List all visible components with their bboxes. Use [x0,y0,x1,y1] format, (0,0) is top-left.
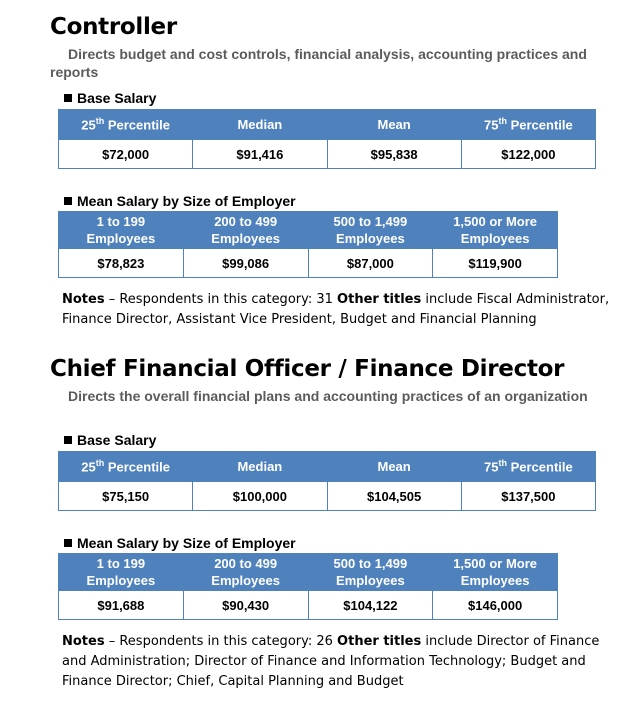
header-size-2: 200 to 499 Employees [183,554,308,591]
cell-size-2: $99,086 [183,249,308,278]
black-square-bullet-icon [64,539,72,547]
cell-mean: $104,505 [327,482,461,511]
cell-size-1: $78,823 [59,249,184,278]
header-size-3: 500 to 1,499 Employees [308,554,433,591]
table-header-row [59,110,596,140]
header-mean: Mean [327,452,461,482]
header-size-1: 1 to 199 Employees [59,554,184,591]
base-salary-label [64,89,156,107]
mean-salary-table [58,553,558,620]
notes-label: Notes [62,634,105,649]
cell-25th-percentile: $75,150 [59,482,193,511]
table-row [59,591,558,620]
other-titles-text: include Fiscal Administrator, Finance Director, Assistant Vice President, Budget and Financial Planning [62,292,610,327]
table-row [59,140,596,169]
header-25th-percentile: 25th Percentile [59,452,193,482]
cell-size-2: $90,430 [183,591,308,620]
cell-size-4: $146,000 [433,591,558,620]
cell-median: $91,416 [193,140,327,169]
other-titles-label: Other titles [337,292,422,307]
section-title: Chief Financial Officer / Finance Director [50,356,565,382]
header-size-4: 1,500 or More Employees [433,212,558,249]
mean-salary-table [58,211,558,278]
notes-label: Notes [62,292,105,307]
cell-size-3: $104,122 [308,591,433,620]
mean-salary-label-text: Mean Salary by Size of Employer [77,193,296,209]
black-square-bullet-icon [64,197,72,205]
header-size-4: 1,500 or More Employees [433,554,558,591]
other-titles-text: include Director of Finance and Administration; Director of Finance and Information Technology; Budget and Finance Director; Chief, Capital Planning and Budget [62,634,600,689]
mean-salary-label-text: Mean Salary by Size of Employer [77,535,296,551]
respondents-text: – Respondents in this category: 31 [104,292,338,307]
base-salary-label-text: Base Salary [77,90,157,106]
cell-75th-percentile: $137,500 [461,482,595,511]
cell-25th-percentile: $72,000 [59,140,193,169]
header-75th-percentile: 75th Percentile [461,110,595,140]
cell-size-3: $87,000 [308,249,433,278]
base-salary-label [64,431,156,449]
cell-size-1: $91,688 [59,591,184,620]
black-square-bullet-icon [64,94,72,102]
section-description: Directs the overall financial plans and accounting practices of an organization [68,388,588,404]
header-median: Median [193,452,327,482]
cell-75th-percentile: $122,000 [461,140,595,169]
mean-salary-label [64,192,296,210]
table-header-row [59,452,596,482]
notes-paragraph [62,632,622,692]
base-salary-label-text: Base Salary [77,432,157,448]
section-title: Controller [50,14,177,40]
cell-size-4: $119,900 [433,249,558,278]
base-salary-table [58,451,596,511]
other-titles-label: Other titles [337,634,422,649]
section-description: Directs budget and cost controls, financial analysis, accounting practices and reports [50,46,587,80]
header-size-1: 1 to 199 Employees [59,212,184,249]
header-25th-percentile: 25th Percentile [59,110,193,140]
table-row [59,249,558,278]
header-mean: Mean [327,110,461,140]
base-salary-table [58,109,596,169]
header-75th-percentile: 75th Percentile [461,452,595,482]
cell-mean: $95,838 [327,140,461,169]
notes-paragraph [62,290,622,330]
table-header-row [59,212,558,249]
cell-median: $100,000 [193,482,327,511]
mean-salary-label [64,534,296,552]
header-size-3: 500 to 1,499 Employees [308,212,433,249]
table-header-row [59,554,558,591]
table-row [59,482,596,511]
respondents-text: – Respondents in this category: 26 [104,634,338,649]
header-median: Median [193,110,327,140]
black-square-bullet-icon [64,436,72,444]
header-size-2: 200 to 499 Employees [183,212,308,249]
